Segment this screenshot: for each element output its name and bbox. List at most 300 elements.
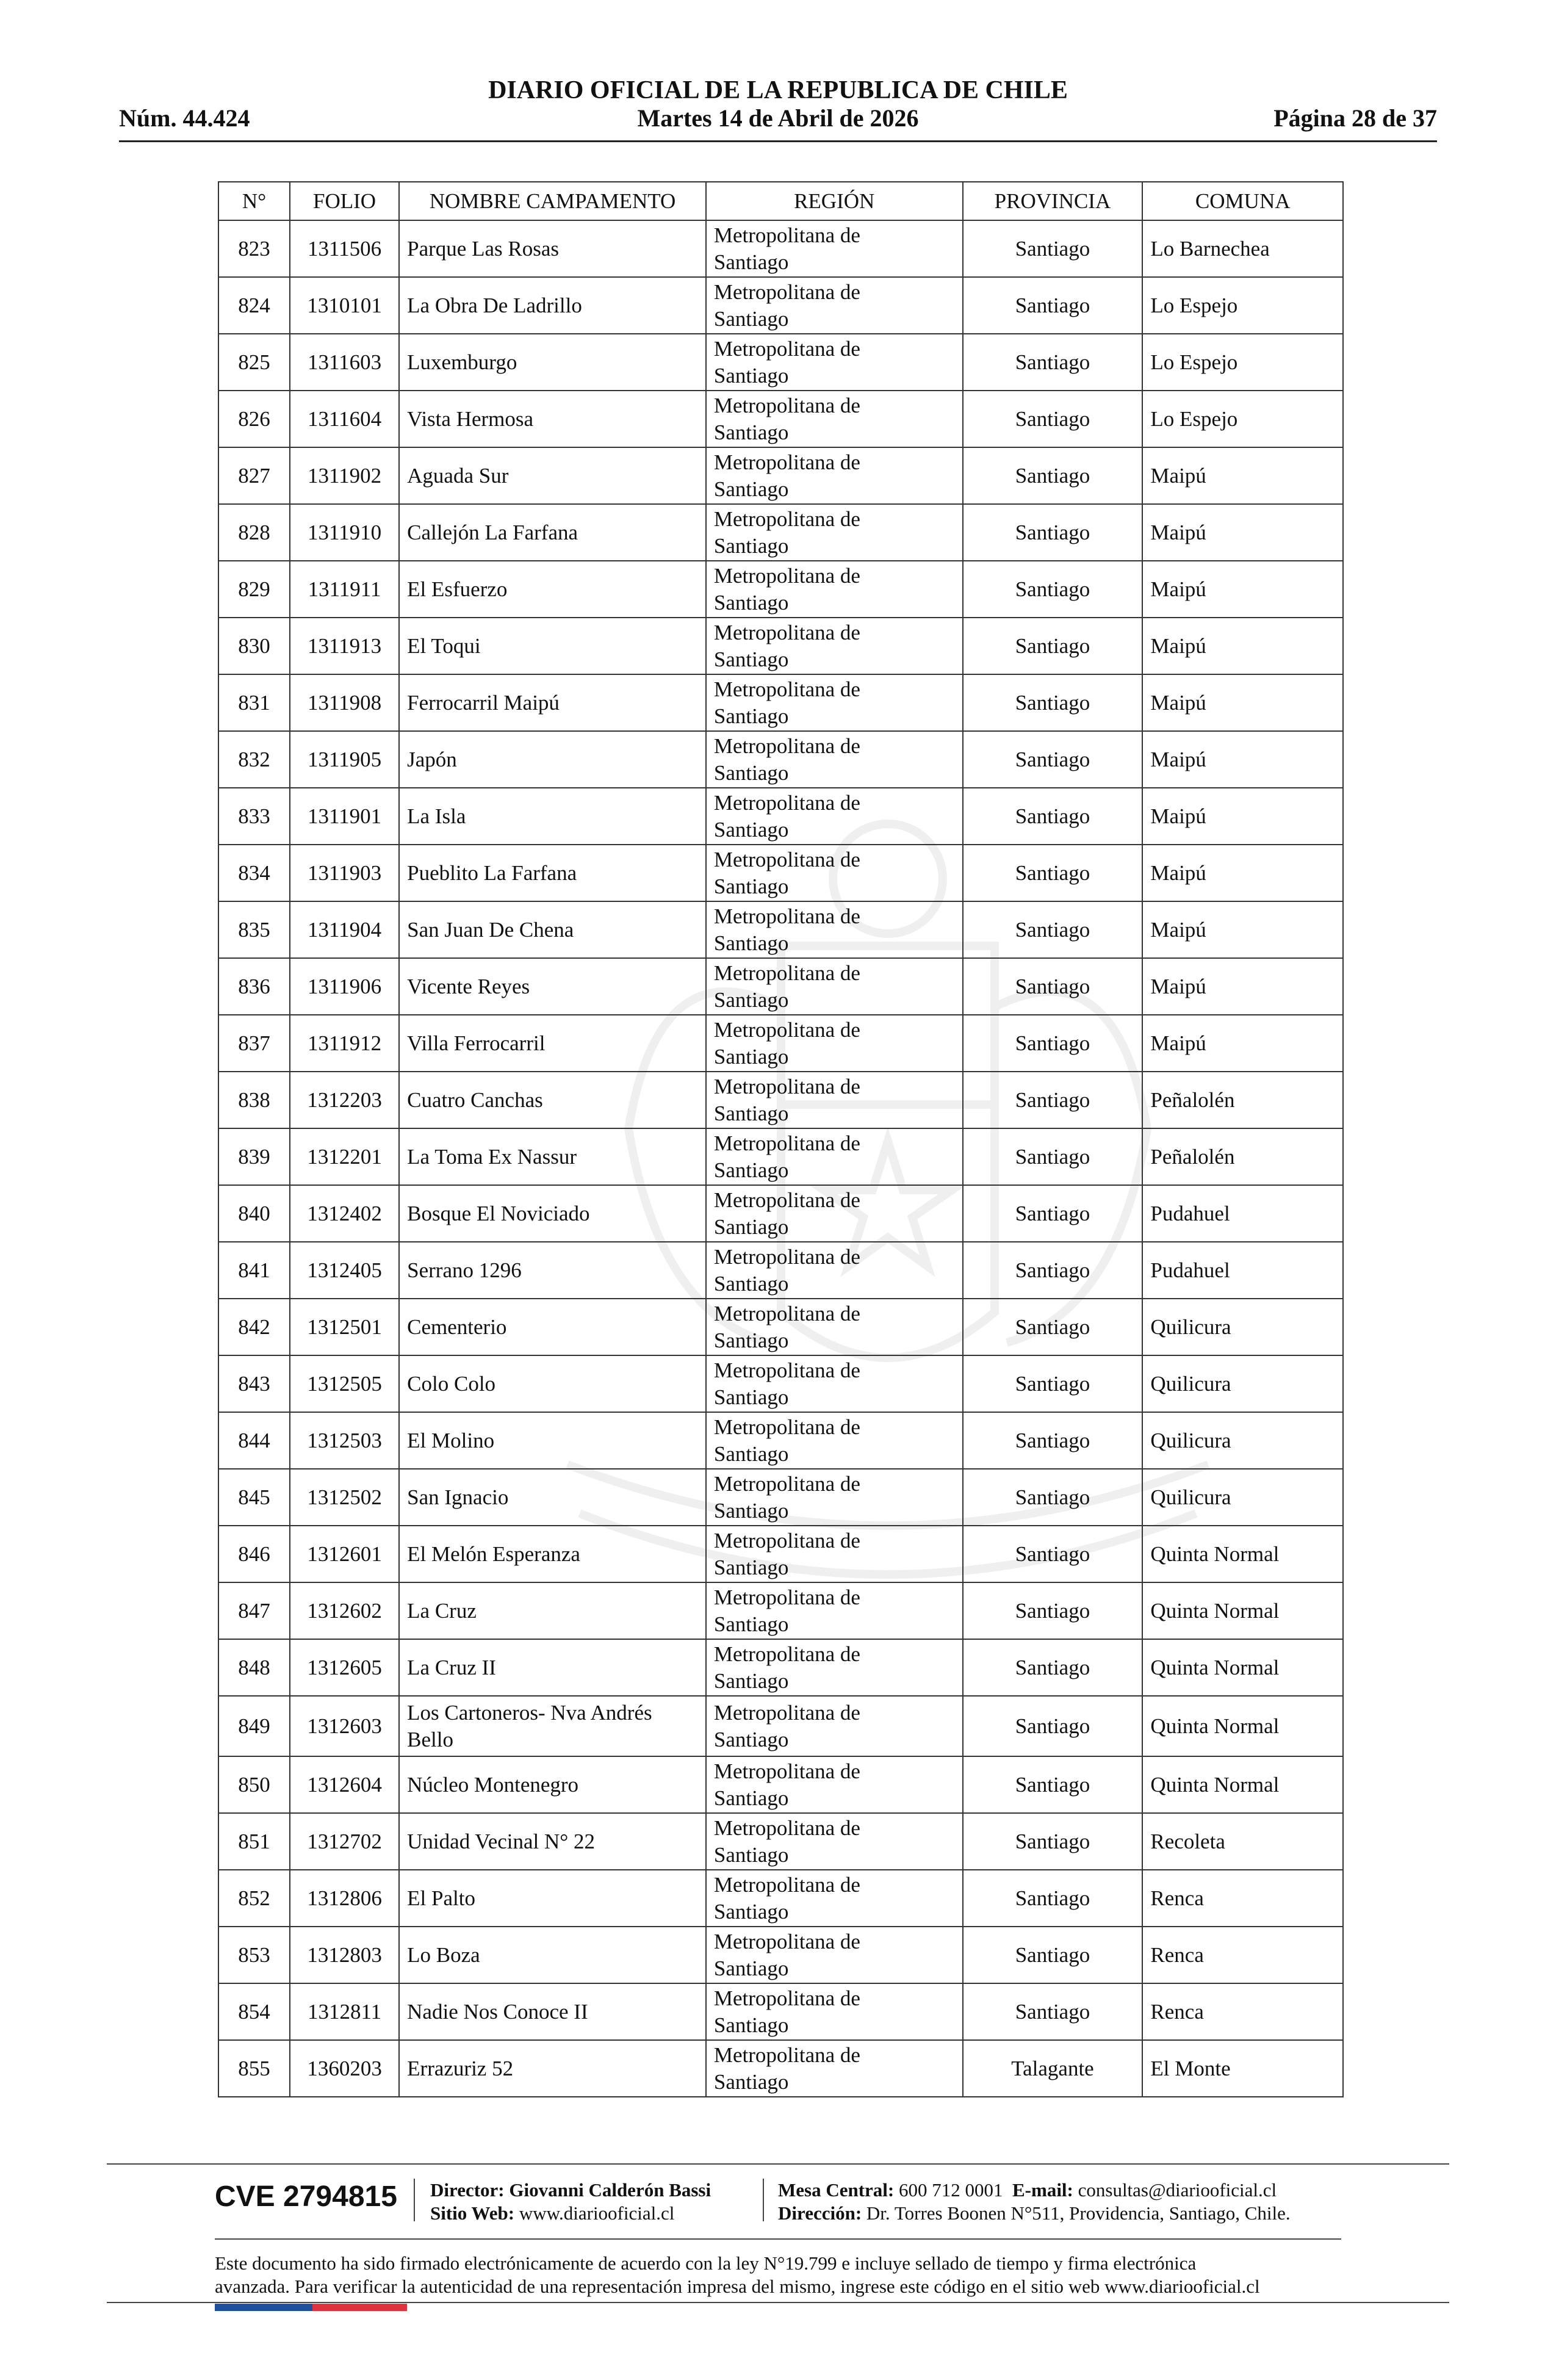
cell-nombre: Serrano 1296 [399, 1242, 706, 1299]
cell-region [706, 504, 963, 561]
address-label: Dirección: [778, 2202, 862, 2224]
region-line-1: Metropolitana de [713, 790, 860, 815]
cell-provincia: Santiago [963, 1756, 1143, 1813]
cell-comuna: El Monte [1142, 2040, 1343, 2097]
cell-nombre: Los Cartoneros- Nva Andrés Bello [399, 1696, 706, 1756]
cell-numero: 834 [218, 845, 290, 901]
cell-numero: 848 [218, 1639, 290, 1696]
cell-folio: 1311903 [290, 845, 399, 901]
region-line-2: Santiago [713, 1044, 789, 1069]
table-row [218, 788, 1343, 845]
cell-provincia: Santiago [963, 1469, 1143, 1526]
region-line-2: Santiago [713, 760, 789, 785]
cell-provincia: Santiago [963, 618, 1143, 674]
mesa-phone: 600 712 0001 [899, 2179, 1003, 2201]
region-line-2: Santiago [713, 1498, 789, 1523]
table-row [218, 1756, 1343, 1813]
website-line [430, 2202, 711, 2225]
region-line-1: Metropolitana de [713, 1131, 860, 1155]
cell-numero: 851 [218, 1813, 290, 1870]
cell-numero: 855 [218, 2040, 290, 2097]
cell-provincia: Santiago [963, 1983, 1143, 2040]
cell-folio: 1312601 [290, 1526, 399, 1582]
table-row [218, 1927, 1343, 1983]
cell-numero: 839 [218, 1128, 290, 1185]
cell-numero: 853 [218, 1927, 290, 1983]
cell-nombre: Japón [399, 731, 706, 788]
cell-numero: 836 [218, 958, 290, 1015]
region-line-1: Metropolitana de [713, 1358, 860, 1382]
cell-nombre: Cuatro Canchas [399, 1072, 706, 1128]
cell-provincia: Santiago [963, 1299, 1143, 1355]
cell-region [706, 561, 963, 618]
region-line-2: Santiago [713, 987, 789, 1012]
cell-comuna: Maipú [1142, 845, 1343, 901]
cell-comuna: Maipú [1142, 731, 1343, 788]
region-line-2: Santiago [713, 1842, 789, 1867]
cell-provincia: Santiago [963, 277, 1143, 334]
director-block [430, 2179, 711, 2225]
cell-provincia: Santiago [963, 1242, 1143, 1299]
email-label: E-mail: [1012, 2179, 1073, 2201]
cell-folio: 1312604 [290, 1756, 399, 1813]
region-line-2: Santiago [713, 1214, 789, 1239]
region-line-1: Metropolitana de [713, 677, 860, 701]
cell-folio: 1312502 [290, 1469, 399, 1526]
cell-folio: 1312605 [290, 1639, 399, 1696]
cell-folio: 1312201 [290, 1128, 399, 1185]
region-line-1: Metropolitana de [713, 1301, 860, 1325]
cell-region [706, 1128, 963, 1185]
cell-comuna: Lo Espejo [1142, 277, 1343, 334]
flag-stripe-blue [215, 2304, 312, 2311]
email-link[interactable]: consultas@diariooficial.cl [1078, 2179, 1277, 2201]
cell-numero: 840 [218, 1185, 290, 1242]
cell-nombre: La Cruz II [399, 1639, 706, 1696]
cell-provincia: Santiago [963, 845, 1143, 901]
cell-folio: 1311902 [290, 447, 399, 504]
cell-folio: 1312603 [290, 1696, 399, 1756]
cell-comuna: Maipú [1142, 618, 1343, 674]
cell-folio: 1312806 [290, 1870, 399, 1927]
region-line-1: Metropolitana de [713, 223, 860, 247]
cell-provincia: Santiago [963, 561, 1143, 618]
footer-bottom-rule [107, 2302, 1449, 2303]
cell-folio: 1312203 [290, 1072, 399, 1128]
cell-provincia: Santiago [963, 1526, 1143, 1582]
cell-folio: 1312811 [290, 1983, 399, 2040]
cell-folio: 1312402 [290, 1185, 399, 1242]
website-label: Sitio Web: [430, 2202, 515, 2224]
publication-title: DIARIO OFICIAL DE LA REPUBLICA DE CHILE [488, 76, 1068, 104]
region-line-2: Santiago [713, 1668, 789, 1693]
cell-numero: 829 [218, 561, 290, 618]
table-row [218, 1469, 1343, 1526]
cell-folio: 1312405 [290, 1242, 399, 1299]
address-value: Dr. Torres Boonen N°511, Providencia, Santiago, Chile. [866, 2202, 1291, 2224]
cell-folio: 1312803 [290, 1927, 399, 1983]
cell-comuna: Peñalolén [1142, 1128, 1343, 1185]
region-line-2: Santiago [713, 1786, 789, 1810]
region-line-2: Santiago [713, 477, 789, 501]
cell-provincia: Santiago [963, 1412, 1143, 1469]
table-row [218, 674, 1343, 731]
region-line-2: Santiago [713, 2069, 789, 2094]
cell-region [706, 1582, 963, 1639]
cell-nombre: Colo Colo [399, 1355, 706, 1412]
cell-nombre: La Isla [399, 788, 706, 845]
cell-nombre: El Molino [399, 1412, 706, 1469]
region-line-2: Santiago [713, 874, 789, 898]
director-line [430, 2179, 711, 2202]
cell-provincia: Santiago [963, 1639, 1143, 1696]
cell-folio: 1311910 [290, 504, 399, 561]
cell-provincia: Santiago [963, 447, 1143, 504]
region-line-2: Santiago [713, 2013, 789, 2037]
cell-region [706, 1756, 963, 1813]
region-line-1: Metropolitana de [713, 1642, 860, 1666]
mesa-label: Mesa Central: [778, 2179, 895, 2201]
cell-provincia: Santiago [963, 1582, 1143, 1639]
region-line-1: Metropolitana de [713, 904, 860, 928]
cell-numero: 849 [218, 1696, 290, 1756]
cell-nombre: La Cruz [399, 1582, 706, 1639]
region-line-1: Metropolitana de [713, 1528, 860, 1552]
region-line-1: Metropolitana de [713, 1700, 860, 1725]
region-line-1: Metropolitana de [713, 279, 860, 304]
region-line-2: Santiago [713, 1899, 789, 1924]
region-line-2: Santiago [713, 420, 789, 444]
header-divider [119, 140, 1437, 142]
cell-region [706, 334, 963, 391]
cell-nombre: La Obra De Ladrillo [399, 277, 706, 334]
cell-comuna: Maipú [1142, 674, 1343, 731]
cell-comuna: Renca [1142, 1983, 1343, 2040]
cell-nombre: San Juan De Chena [399, 901, 706, 958]
cell-nombre: Pueblito La Farfana [399, 845, 706, 901]
cell-region [706, 1696, 963, 1756]
region-line-1: Metropolitana de [713, 1816, 860, 1840]
cell-region [706, 1983, 963, 2040]
footer-mid-rule [215, 2238, 1341, 2240]
cell-numero: 835 [218, 901, 290, 958]
cell-folio: 1312503 [290, 1412, 399, 1469]
issue-number: Núm. 44.424 [119, 104, 250, 132]
cell-folio: 1312501 [290, 1299, 399, 1355]
publication-date: Martes 14 de Abril de 2026 [637, 104, 919, 132]
region-line-1: Metropolitana de [713, 961, 860, 985]
table-row [218, 618, 1343, 674]
region-line-1: Metropolitana de [713, 1759, 860, 1783]
cell-provincia: Santiago [963, 1813, 1143, 1870]
region-line-1: Metropolitana de [713, 1929, 860, 1953]
cell-comuna: Maipú [1142, 958, 1343, 1015]
cell-region [706, 1072, 963, 1128]
table-row [218, 1412, 1343, 1469]
cell-numero: 854 [218, 1983, 290, 2040]
region-line-1: Metropolitana de [713, 1074, 860, 1098]
region-line-1: Metropolitana de [713, 1585, 860, 1609]
cell-nombre: El Esfuerzo [399, 561, 706, 618]
footer-separator [414, 2179, 415, 2221]
cell-numero: 825 [218, 334, 290, 391]
legal-line-2: avanzada. Para verificar la autenticidad de una representación impresa del mismo, ingrese este código en el sitio web www.diariooficial.cl [215, 2276, 1260, 2297]
cell-numero: 841 [218, 1242, 290, 1299]
cell-numero: 826 [218, 391, 290, 447]
cell-nombre: Luxemburgo [399, 334, 706, 391]
region-line-2: Santiago [713, 704, 789, 728]
header-center [119, 76, 1437, 132]
cell-region [706, 1355, 963, 1412]
cell-provincia: Santiago [963, 958, 1143, 1015]
cell-region [706, 674, 963, 731]
region-line-2: Santiago [713, 533, 789, 558]
cell-comuna: Quilicura [1142, 1469, 1343, 1526]
region-line-1: Metropolitana de [713, 620, 860, 644]
campamentos-table [218, 181, 1344, 2097]
cell-folio: 1311908 [290, 674, 399, 731]
cell-nombre: La Toma Ex Nassur [399, 1128, 706, 1185]
cell-folio: 1360203 [290, 2040, 399, 2097]
cell-folio: 1311904 [290, 901, 399, 958]
cell-region [706, 958, 963, 1015]
table-row [218, 1015, 1343, 1072]
director-name: Giovanni Calderón Bassi [509, 2179, 711, 2201]
cell-numero: 844 [218, 1412, 290, 1469]
table-row [218, 277, 1343, 334]
table-row [218, 334, 1343, 391]
region-line-2: Santiago [713, 1158, 789, 1182]
region-line-1: Metropolitana de [713, 847, 860, 871]
region-line-2: Santiago [713, 1441, 789, 1466]
cell-comuna: Pudahuel [1142, 1242, 1343, 1299]
table-row [218, 1072, 1343, 1128]
cell-comuna: Quinta Normal [1142, 1696, 1343, 1756]
cell-comuna: Quilicura [1142, 1355, 1343, 1412]
cell-comuna: Lo Espejo [1142, 391, 1343, 447]
col-header-numero: N° [218, 182, 290, 220]
contact-line [778, 2179, 1291, 2202]
cell-nombre: Callejón La Farfana [399, 504, 706, 561]
region-line-2: Santiago [713, 1328, 789, 1352]
cell-provincia: Talagante [963, 2040, 1143, 2097]
table-row [218, 1128, 1343, 1185]
col-header-region: REGIÓN [706, 182, 963, 220]
cell-numero: 824 [218, 277, 290, 334]
region-line-1: Metropolitana de [713, 393, 860, 417]
cell-numero: 850 [218, 1756, 290, 1813]
table-row [218, 1696, 1343, 1756]
cell-folio: 1312505 [290, 1355, 399, 1412]
table-row [218, 1242, 1343, 1299]
cell-nombre: Lo Boza [399, 1927, 706, 1983]
cell-folio: 1311913 [290, 618, 399, 674]
region-line-1: Metropolitana de [713, 1986, 860, 2010]
cell-provincia: Santiago [963, 1185, 1143, 1242]
cell-comuna: Recoleta [1142, 1813, 1343, 1870]
cell-region [706, 1639, 963, 1696]
table-row [218, 447, 1343, 504]
cell-region [706, 391, 963, 447]
cell-numero: 846 [218, 1526, 290, 1582]
table-body [218, 220, 1343, 2097]
region-line-2: Santiago [713, 590, 789, 615]
cell-provincia: Santiago [963, 1072, 1143, 1128]
table-row [218, 1983, 1343, 2040]
cell-comuna: Maipú [1142, 447, 1343, 504]
region-line-2: Santiago [713, 1101, 789, 1125]
cell-comuna: Quinta Normal [1142, 1582, 1343, 1639]
cell-nombre: Aguada Sur [399, 447, 706, 504]
table-row [218, 1813, 1343, 1870]
cell-numero: 833 [218, 788, 290, 845]
cell-provincia: Santiago [963, 1927, 1143, 1983]
cell-folio: 1311603 [290, 334, 399, 391]
region-line-1: Metropolitana de [713, 507, 860, 531]
cell-folio: 1312702 [290, 1813, 399, 1870]
website-link[interactable]: www.diariooficial.cl [519, 2202, 675, 2224]
table-row [218, 391, 1343, 447]
region-line-1: Metropolitana de [713, 2043, 860, 2067]
cell-region [706, 731, 963, 788]
cell-comuna: Maipú [1142, 1015, 1343, 1072]
cell-comuna: Lo Barnechea [1142, 220, 1343, 277]
region-line-1: Metropolitana de [713, 1872, 860, 1897]
cell-region [706, 1015, 963, 1072]
table-row [218, 504, 1343, 561]
region-line-2: Santiago [713, 1727, 789, 1751]
contact-block [778, 2179, 1291, 2225]
cell-region [706, 1469, 963, 1526]
table-row [218, 561, 1343, 618]
cell-numero: 827 [218, 447, 290, 504]
region-line-2: Santiago [713, 1956, 789, 1980]
cell-comuna: Quilicura [1142, 1299, 1343, 1355]
cell-region [706, 1242, 963, 1299]
cell-provincia: Santiago [963, 901, 1143, 958]
cell-provincia: Santiago [963, 1870, 1143, 1927]
page-number: Página 28 de 37 [1273, 104, 1437, 132]
cell-region [706, 618, 963, 674]
cell-region [706, 277, 963, 334]
cell-provincia: Santiago [963, 674, 1143, 731]
region-line-1: Metropolitana de [713, 1244, 860, 1269]
region-line-2: Santiago [713, 1385, 789, 1409]
table-row [218, 1185, 1343, 1242]
cell-comuna: Renca [1142, 1870, 1343, 1927]
cell-region [706, 1870, 963, 1927]
table-row [218, 2040, 1343, 2097]
cell-comuna: Maipú [1142, 504, 1343, 561]
address-line [778, 2202, 1291, 2225]
region-line-2: Santiago [713, 250, 789, 274]
cell-numero: 830 [218, 618, 290, 674]
region-line-2: Santiago [713, 817, 789, 842]
cell-comuna: Lo Espejo [1142, 334, 1343, 391]
cell-region [706, 1813, 963, 1870]
cell-region [706, 1927, 963, 1983]
flag-stripe-red [312, 2304, 407, 2311]
table-row [218, 1870, 1343, 1927]
cell-numero: 842 [218, 1299, 290, 1355]
cell-provincia: Santiago [963, 1355, 1143, 1412]
region-line-1: Metropolitana de [713, 336, 860, 361]
cell-nombre: Parque Las Rosas [399, 220, 706, 277]
cell-comuna: Maipú [1142, 561, 1343, 618]
cell-comuna: Quilicura [1142, 1412, 1343, 1469]
cell-nombre: Vista Hermosa [399, 391, 706, 447]
cell-numero: 831 [218, 674, 290, 731]
table-row [218, 1355, 1343, 1412]
cell-provincia: Santiago [963, 220, 1143, 277]
region-line-2: Santiago [713, 306, 789, 331]
cell-numero: 823 [218, 220, 290, 277]
cell-region [706, 220, 963, 277]
director-label: Director: [430, 2179, 505, 2201]
cell-numero: 832 [218, 731, 290, 788]
cell-numero: 845 [218, 1469, 290, 1526]
cell-provincia: Santiago [963, 731, 1143, 788]
footer-top-rule [107, 2163, 1449, 2165]
cell-folio: 1311911 [290, 561, 399, 618]
cell-folio: 1311912 [290, 1015, 399, 1072]
cell-region [706, 788, 963, 845]
cell-provincia: Santiago [963, 1015, 1143, 1072]
legal-notice [215, 2252, 1344, 2298]
cell-comuna: Quinta Normal [1142, 1639, 1343, 1696]
cell-comuna: Pudahuel [1142, 1185, 1343, 1242]
cell-numero: 838 [218, 1072, 290, 1128]
cell-numero: 837 [218, 1015, 290, 1072]
region-line-1: Metropolitana de [713, 450, 860, 474]
table-row [218, 958, 1343, 1015]
region-line-2: Santiago [713, 363, 789, 388]
cell-provincia: Santiago [963, 1128, 1143, 1185]
cell-region [706, 1412, 963, 1469]
cell-numero: 847 [218, 1582, 290, 1639]
table-row [218, 731, 1343, 788]
cell-region [706, 1299, 963, 1355]
cell-provincia: Santiago [963, 1696, 1143, 1756]
cell-nombre: Núcleo Montenegro [399, 1756, 706, 1813]
cell-comuna: Maipú [1142, 901, 1343, 958]
region-line-2: Santiago [713, 931, 789, 955]
cell-folio: 1310101 [290, 277, 399, 334]
page-header [119, 76, 1437, 143]
cell-region [706, 2040, 963, 2097]
cell-numero: 852 [218, 1870, 290, 1927]
cell-nombre: Bosque El Noviciado [399, 1185, 706, 1242]
table-row [218, 1639, 1343, 1696]
table-row [218, 1582, 1343, 1639]
cell-region [706, 1185, 963, 1242]
region-line-1: Metropolitana de [713, 734, 860, 758]
col-header-provincia: PROVINCIA [963, 182, 1143, 220]
cell-nombre: Vicente Reyes [399, 958, 706, 1015]
cell-provincia: Santiago [963, 504, 1143, 561]
cell-nombre: El Melón Esperanza [399, 1526, 706, 1582]
table-header-row [218, 182, 1343, 220]
cell-comuna: Maipú [1142, 788, 1343, 845]
table-row [218, 901, 1343, 958]
cell-folio: 1311905 [290, 731, 399, 788]
cell-nombre: Errazuriz 52 [399, 2040, 706, 2097]
cell-region [706, 447, 963, 504]
legal-line-1: Este documento ha sido firmado electrónicamente de acuerdo con la ley N°19.799 e incluye sellado de tiempo y firma electrónica [215, 2252, 1197, 2274]
cell-numero: 828 [218, 504, 290, 561]
cell-folio: 1311604 [290, 391, 399, 447]
cell-comuna: Quinta Normal [1142, 1526, 1343, 1582]
